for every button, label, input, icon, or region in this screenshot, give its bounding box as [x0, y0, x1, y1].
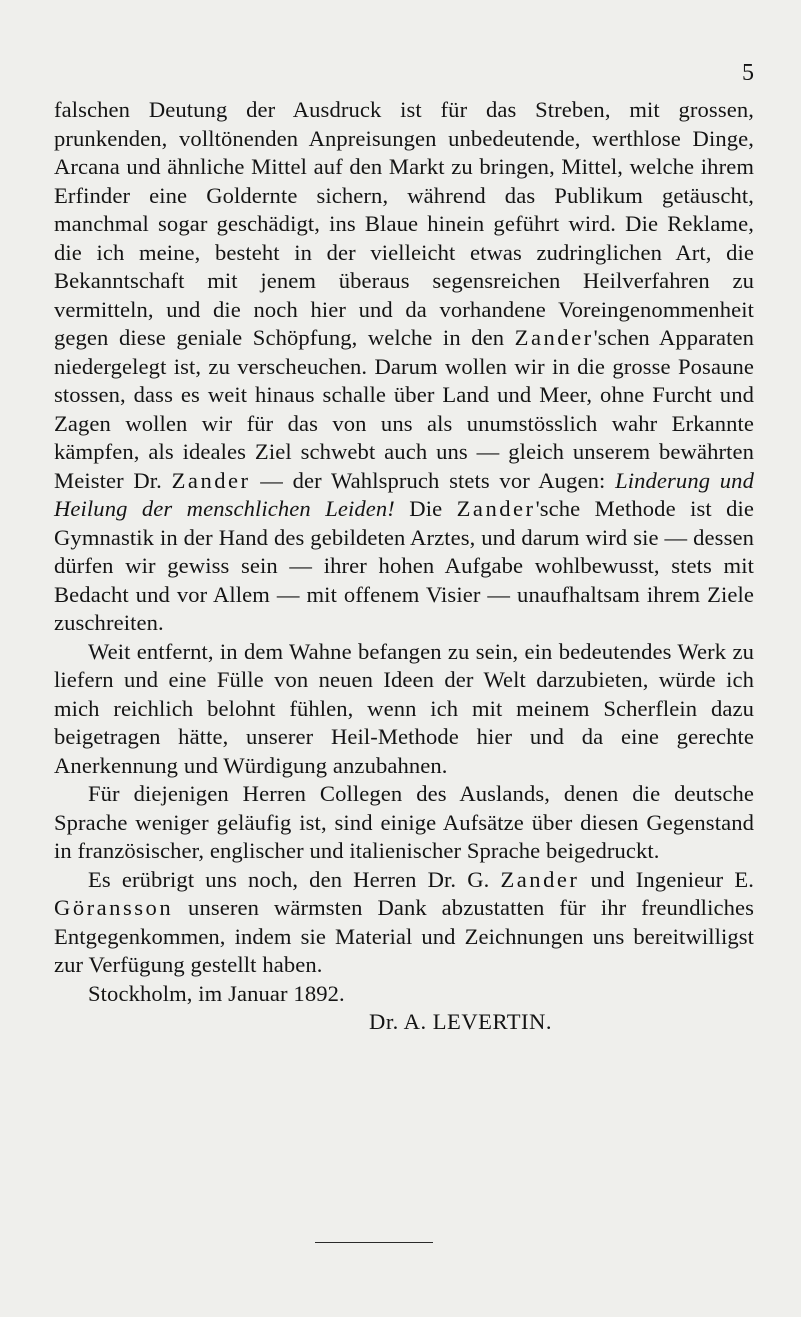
name-zander: Zander [514, 325, 594, 350]
text-run: — der Wahlspruch stets vor Augen: [250, 467, 616, 493]
name-zander: Zander [500, 866, 580, 892]
name-zander: Zander [171, 467, 251, 493]
paragraph-werk: Weit entfernt, in dem Wahne befangen zu sein, ein bedeutendes Werk zu liefern und eine Fülle von neuen Ideen der Welt darzubieten, würde ich mich reichlich belohnt fühlen, wenn ich mit meinem Scherflein dazu beigetragen hätte, unserer Heil-Methode hier und da eine gerechte Anerkennung und Würdigung anzubahnen. [54, 638, 754, 778]
paragraph-collegen: Für diejenigen Herren Collegen des Auslands, denen die deutsche Sprache weniger geläufig ist, sind einige Aufsätze über diesen Gegenstand in französischer, englischer und italienischer Sprache beigedruckt. [54, 781, 754, 863]
name-goransson: Göransson [54, 895, 174, 920]
text-run: unseren wärmsten Dank abzustatten für ihr freundliches Entgegenkommen, indem sie Material und Zeichnungen uns bereitwilligst zur Verfügung gestellt haben. [54, 895, 754, 977]
text-run: 'schen Apparaten niedergelegt ist, zu verscheuchen. Darum wollen wir in die grosse Posaune stossen, dass es weit hinaus schalle über Land und Meer, ohne Furcht und Zagen wollen wir für das von uns als unumstösslich wahr Erkannte kämpfen, als ideales Ziel schwebt auch uns — gleich unserem bewährten Meister Dr. [54, 325, 754, 493]
page-number: 5 [742, 60, 754, 86]
text-run: falschen Deutung der Ausdruck ist für das Streben, mit grossen, prunkenden, volltönenden Anpreisungen unbedeutende, werthlose Dinge, Arcana und ähnliche Mittel auf den Markt zu bringen, Mittel, welche ihrem Erfinder eine Goldernte sichern, während das Publikum getäuscht, manchmal sogar geschädigt, ins Blaue hinein geführt wird. Die Reklame, die ich meine, besteht in der vielleicht etwas zudringlichen Art, die Bekanntschaft mit jenem überaus segensreichen Heilverfahren zu vermitteln, und die noch hier und da vorhandene Voreingenommenheit gegen diese geniale Schöpfung, welche in den [54, 97, 754, 350]
signature: Dr. A. LEVERTIN. [369, 1009, 552, 1034]
motto: Linderung und Heilung der menschlichen Leiden! [54, 467, 754, 521]
text-run: und Ingenieur E. [579, 866, 754, 892]
horizontal-rule [315, 1242, 433, 1243]
text-run: 'sche Methode ist die Gymnastik in der Hand des gebildeten Arztes, und darum wird sie — dessen dürfen wir gewiss sein — ihrer hohen Aufgabe wohlbewusst, stets mit Bedacht und vor Allem — mit offenem Visier — unaufhaltsam ihrem Ziele zuschreiten. [54, 496, 754, 635]
place-date: Stockholm, im Januar 1892. [88, 980, 345, 1006]
text-run: Es erübrigt uns noch, den Herren Dr. G. [88, 866, 501, 892]
paragraph-reklame [54, 96, 754, 638]
name-zander: Zander [456, 496, 536, 521]
text-run: Die [394, 496, 457, 521]
paragraph-dank [54, 866, 754, 980]
body-text [54, 96, 754, 1037]
